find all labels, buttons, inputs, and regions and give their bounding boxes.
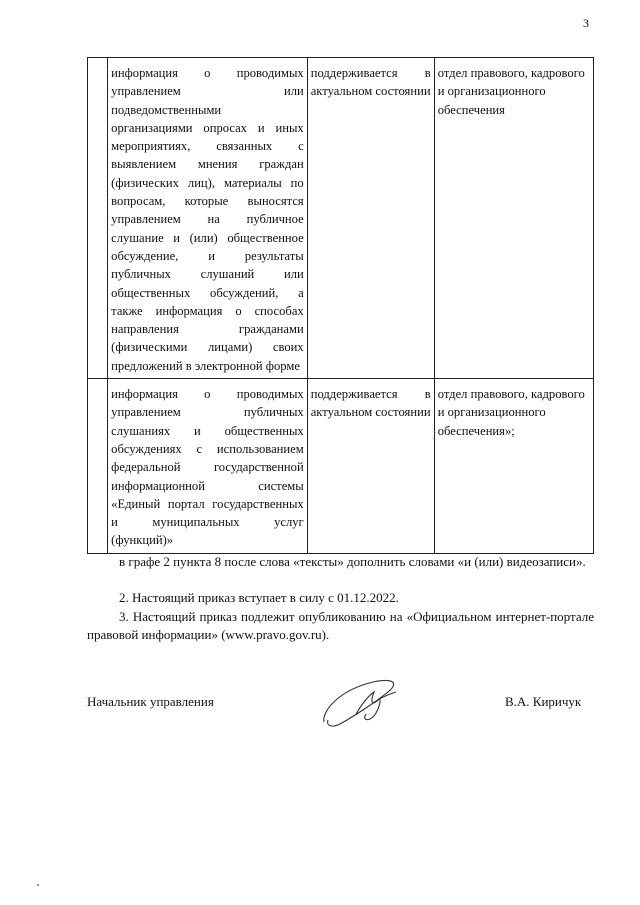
table-cell-number [88, 379, 108, 554]
table-cell-info: информация о проводимых управлением или подведомственными организациями опросах и иных мероприятиях, связанных с выявлением мнения граждан (физических лиц), материалы по вопросам, которые выносятся управлением на публичное слушание и (или) общественное обсуждение, и результаты публичных слушаний или общественных обсуждений, а также информация о способах направления гражданами (физическими лицами) своих предложений в электронной форме [108, 58, 308, 379]
signature-title: Начальник управления [87, 694, 214, 709]
paragraph-amendment: в графе 2 пункта 8 после слова «тексты» дополнить словами «и (или) видеозаписи». [119, 554, 586, 569]
table-cell-mode: поддерживается в актуальном состоянии [307, 58, 434, 379]
document-table [87, 57, 594, 554]
table-cell-responsible: отдел правового, кадрового и организационного обеспечения [434, 58, 593, 379]
table-cell-responsible: отдел правового, кадрового и организационного обеспечения»; [434, 379, 593, 554]
handwritten-signature [318, 670, 418, 730]
table-row [88, 379, 594, 554]
page-number: 3 [583, 16, 589, 30]
signer-name: В.А. Киричук [505, 694, 582, 709]
table-cell-number [88, 58, 108, 379]
paragraph-effective-date: 2. Настоящий приказ вступает в силу с 01.12.2022. [119, 590, 399, 605]
scan-speck [37, 884, 39, 886]
table-row [88, 58, 594, 379]
table-cell-mode: поддерживается в актуальном состоянии [307, 379, 434, 554]
table-cell-info: информация о проводимых управлением публичных слушаниях и общественных обсуждениях с использованием федеральной государственной информационной системы «Единый портал государственных и муниципальных услуг (функций)» [108, 379, 308, 554]
paragraph-publication: 3. Настоящий приказ подлежит опубликованию на «Официальном интернет-портале правовой информации» (www.pravo.gov.ru). [87, 609, 594, 642]
